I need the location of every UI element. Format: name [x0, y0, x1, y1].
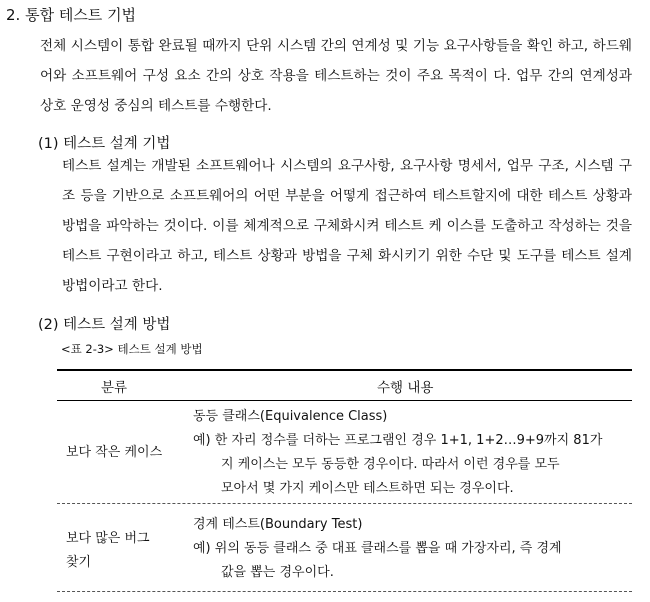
table-top-rule — [57, 369, 632, 371]
row-divider — [57, 503, 632, 504]
row2-example-line: 예) 위의 동등 클래스 중 대표 클래스를 뽑을 때 가장자리, 즉 경계 — [193, 541, 562, 556]
design-method-table — [57, 369, 632, 593]
row2-content — [193, 513, 562, 585]
column-header-content: 수행 내용 — [377, 380, 434, 396]
table-caption: <표 2-3> 테스트 설계 방법 — [61, 342, 203, 356]
row1-content — [193, 405, 602, 501]
section-body — [40, 31, 632, 121]
row1-category: 보다 작은 케이스 — [66, 445, 163, 460]
subsection-title-design-method: (2) 테스트 설계 방법 — [38, 317, 171, 333]
row1-example-line: 모아서 몇 가지 케이스만 테스트하면 되는 경우이다. — [221, 481, 514, 496]
row1-title: 동등 클래스(Equivalence Class) — [193, 409, 388, 424]
column-header-category: 분류 — [101, 380, 128, 396]
body-line: 화시키기 위한 수단 및 도구를 테스트 설계 방법이라고 한다. — [62, 248, 633, 294]
body-line: 이스를 도출하고 작성하는 것을 테스트 구현이라고 하고, 테스트 상황과 방법을 구체 — [62, 218, 632, 264]
subsection-body — [62, 151, 632, 301]
section-title: 2. 통합 테스트 기법 — [6, 6, 137, 24]
body-line: 하고, 하드웨어와 소프트웨어 구성 요소 간의 상호 작용을 테스트하는 것이 주요 목적이 — [40, 38, 632, 84]
table-header-rule — [57, 400, 632, 401]
body-line: 테스트 설계는 개발된 소프트웨어나 시스템의 요구사항, 요구사항 명세서, 업무 구조, — [62, 158, 569, 174]
body-line: 다. 업무 간의 연계성과 상호 운영성 중심의 테스트를 수행한다. — [40, 68, 633, 114]
subsection-title-design-technique: (1) 테스트 설계 기법 — [38, 136, 171, 152]
row2-title: 경계 테스트(Boundary Test) — [193, 517, 363, 532]
table-bottom-rule — [57, 591, 632, 592]
body-line: 시스템 구조 등을 기반으로 소프트웨어의 어떤 부분을 어떻게 접근하여 테스트할지에 — [62, 158, 632, 204]
row1-example-line: 예) 한 자리 정수를 더하는 프로그램인 경우 1+1, 1+2…9+9까지 81가 — [193, 433, 603, 448]
body-line: 전체 시스템이 통합 완료될 때까지 단위 시스템 간의 연계성 및 기능 요구사항들을 확인 — [40, 38, 554, 54]
body-line: 대한 테스트 상황과 방법을 파악하는 것이다. 이를 체계적으로 구체화시켜 테스트 케 — [62, 188, 632, 234]
row2-example-line: 값을 뽑는 경우이다. — [221, 565, 334, 580]
row2-category: 보다 많은 버그 찾기 — [66, 531, 150, 570]
row1-example-line: 지 케이스는 모두 동등한 경우이다. 따라서 이런 경우를 모두 — [221, 457, 560, 472]
